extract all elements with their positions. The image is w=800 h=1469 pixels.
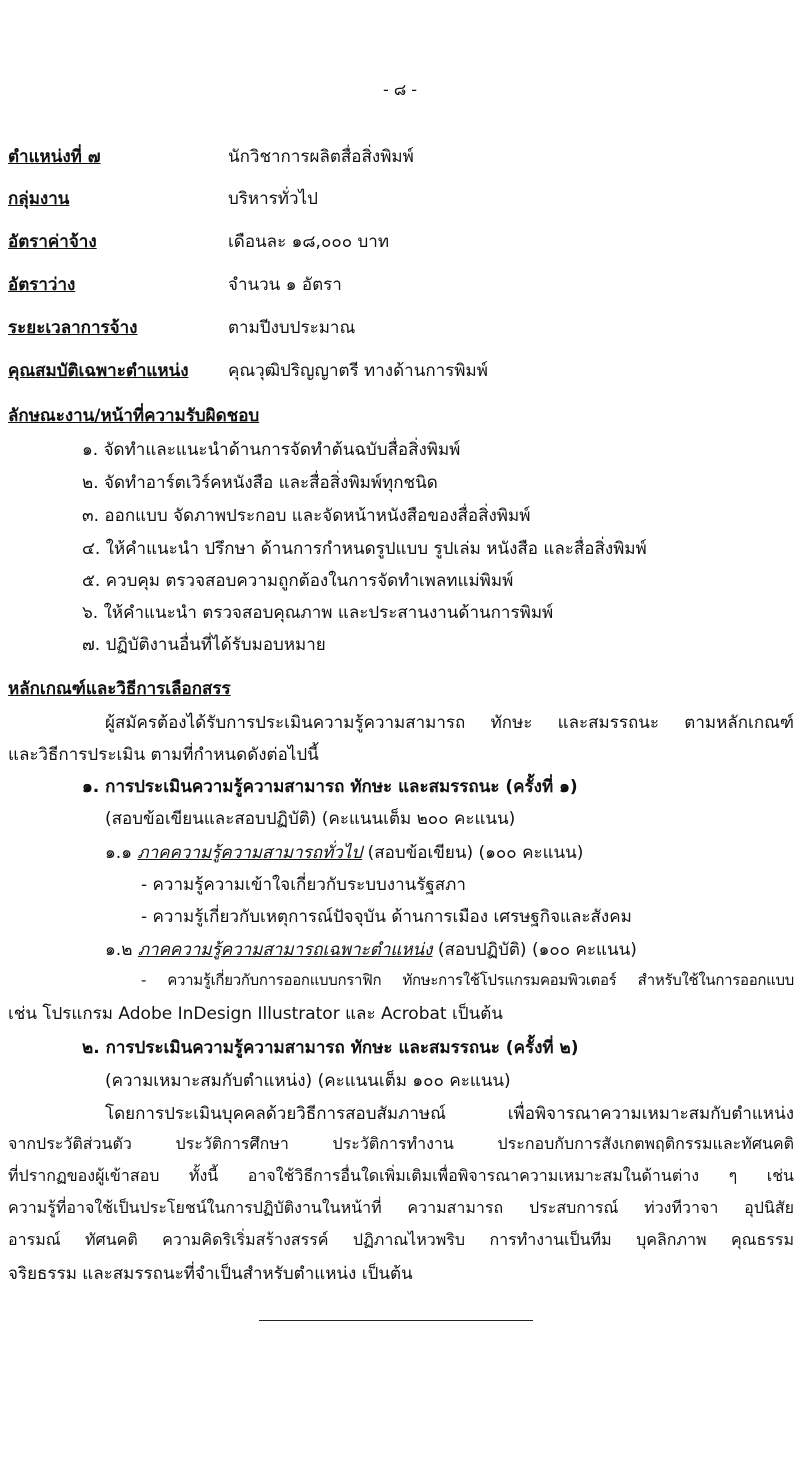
part1-number: ๑.๑ <box>105 843 132 863</box>
part2-bullet-line1: - ความรู้เกี่ยวกับการออกแบบกราฟิก ทักษะการใช้โปรแกรมคอมพิวเตอร์ สำหรับใช้ในการออกแบบ <box>141 971 794 989</box>
field-position-value: นักวิชาการผลิตสื่อสิ่งพิมพ์ <box>228 147 414 167</box>
duty-item: ๒. จัดทำอาร์ตเวิร์คหนังสือ และสื่อสิ่งพิมพ์ทุกชนิด <box>82 473 438 493</box>
page-number: - ๘ - <box>382 80 418 99</box>
field-duration-label: ระยะเวลาการจ้าง <box>8 318 138 338</box>
part2-bullet-line2: เช่น โปรแกรม Adobe InDesign Illustrator และ Acrobat เป็นต้น <box>8 1004 503 1024</box>
round1-title: ๑. การประเมินความรู้ความสามารถ ทักษะ และสมรรถนะ (ครั้งที่ ๑) <box>82 777 578 797</box>
duty-item: ๓. ออกแบบ จัดภาพประกอบ และจัดหน้าหนังสือของสื่อสิ่งพิมพ์ <box>82 506 531 526</box>
duty-item: ๔. ให้คำแนะนำ ปรึกษา ด้านการกำหนดรูปแบบ รูปเล่ม หนังสือ และสื่อสิ่งพิมพ์ <box>82 539 647 559</box>
duty-item: ๕. ควบคุม ตรวจสอบความถูกต้องในการจัดทำเพลทแม่พิมพ์ <box>82 571 514 591</box>
field-group-label: กลุ่มงาน <box>8 189 70 209</box>
part2-heading <box>105 936 637 963</box>
part1-name: ภาคความรู้ความสามารถทั่วไป <box>137 843 363 863</box>
part1-bullet: - ความรู้เกี่ยวกับเหตุการณ์ปัจจุบัน ด้านการเมือง เศรษฐกิจและสังคม <box>141 907 632 927</box>
round2-paragraph-line: จริยธรรม และสมรรถนะที่จำเป็นสำหรับตำแหน่ง เป็นต้น <box>8 1264 413 1284</box>
part1-detail: (สอบข้อเขียน) (๑๐๐ คะแนน) <box>367 843 584 863</box>
end-divider <box>259 1320 533 1321</box>
field-vacancy-value: จำนวน ๑ อัตรา <box>228 275 342 295</box>
field-qualification-label: คุณสมบัติเฉพาะตำแหน่ง <box>8 361 189 381</box>
field-position-label: ตำแหน่งที่ ๗ <box>8 147 101 167</box>
part1-heading <box>105 839 583 866</box>
criteria-intro-line1: ผู้สมัครต้องได้รับการประเมินความรู้ความสามารถ ทักษะ และสมรรถนะ ตามหลักเกณฑ์ <box>105 713 794 733</box>
field-salary-value: เดือนละ ๑๘,๐๐๐ บาท <box>228 232 390 252</box>
round2-paragraph-line: จากประวัติส่วนตัว ประวัติการศึกษา ประวัติการทำงาน ประกอบกับการสังเกตพฤติกรรมและทัศนคติ <box>8 1134 794 1153</box>
duty-item: ๖. ให้คำแนะนำ ตรวจสอบคุณภาพ และประสานงานด้านการพิมพ์ <box>82 603 554 623</box>
criteria-heading: หลักเกณฑ์และวิธีการเลือกสรร <box>8 679 231 699</box>
duty-item: ๑. จัดทำและแนะนำด้านการจัดทำต้นฉบับสื่อสิ่งพิมพ์ <box>82 440 461 460</box>
criteria-intro-line2: และวิธีการประเมิน ตามที่กำหนดดังต่อไปนี้ <box>8 745 319 765</box>
part2-detail: (สอบปฏิบัติ) (๑๐๐ คะแนน) <box>437 940 637 960</box>
field-duration-value: ตามปีงบประมาณ <box>228 318 356 338</box>
round1-subtitle: (สอบข้อเขียนและสอบปฏิบัติ) (คะแนนเต็ม ๒๐๐ คะแนน) <box>105 809 516 829</box>
round2-paragraph-line: โดยการประเมินบุคคลด้วยวิธีการสอบสัมภาษณ์ เพื่อพิจารณาความเหมาะสมกับตำแหน่ง <box>105 1104 794 1124</box>
part2-name: ภาคความรู้ความสามารถเฉพาะตำแหน่ง <box>137 940 433 960</box>
part2-number: ๑.๒ <box>105 940 133 960</box>
round2-paragraph-line: ความรู้ที่อาจใช้เป็นประโยชน์ในการปฏิบัติงานในหน้าที่ ความสามารถ ประสบการณ์ ท่วงทีวาจา อุปนิสัย <box>8 1198 794 1217</box>
duty-item: ๗. ปฏิบัติงานอื่นที่ได้รับมอบหมาย <box>82 635 326 655</box>
field-qualification-value: คุณวุฒิปริญญาตรี ทางด้านการพิมพ์ <box>228 361 488 381</box>
field-group-value: บริหารทั่วไป <box>228 189 318 209</box>
part1-bullet: - ความรู้ความเข้าใจเกี่ยวกับระบบงานรัฐสภา <box>141 875 466 895</box>
round2-paragraph-line: อารมณ์ ทัศนคติ ความคิดริเริ่มสร้างสรรค์ ปฏิภาณไหวพริบ การทำงานเป็นทีม บุคลิกภาพ คุณธรรม <box>8 1230 794 1249</box>
field-salary-label: อัตราค่าจ้าง <box>8 232 97 252</box>
field-vacancy-label: อัตราว่าง <box>8 275 76 295</box>
duties-heading: ลักษณะงาน/หน้าที่ความรับผิดชอบ <box>8 406 260 426</box>
round2-title: ๒. การประเมินความรู้ความสามารถ ทักษะ และสมรรถนะ (ครั้งที่ ๒) <box>82 1038 579 1058</box>
round2-subtitle: (ความเหมาะสมกับตำแหน่ง) (คะแนนเต็ม ๑๐๐ คะแนน) <box>105 1071 511 1091</box>
round2-paragraph-line: ที่ปรากฏของผู้เข้าสอบ ทั้งนี้ อาจใช้วิธีการอื่นใดเพิ่มเติมเพื่อพิจารณาความเหมาะสมในด้านต่าง ๆ เช่น <box>8 1166 794 1185</box>
